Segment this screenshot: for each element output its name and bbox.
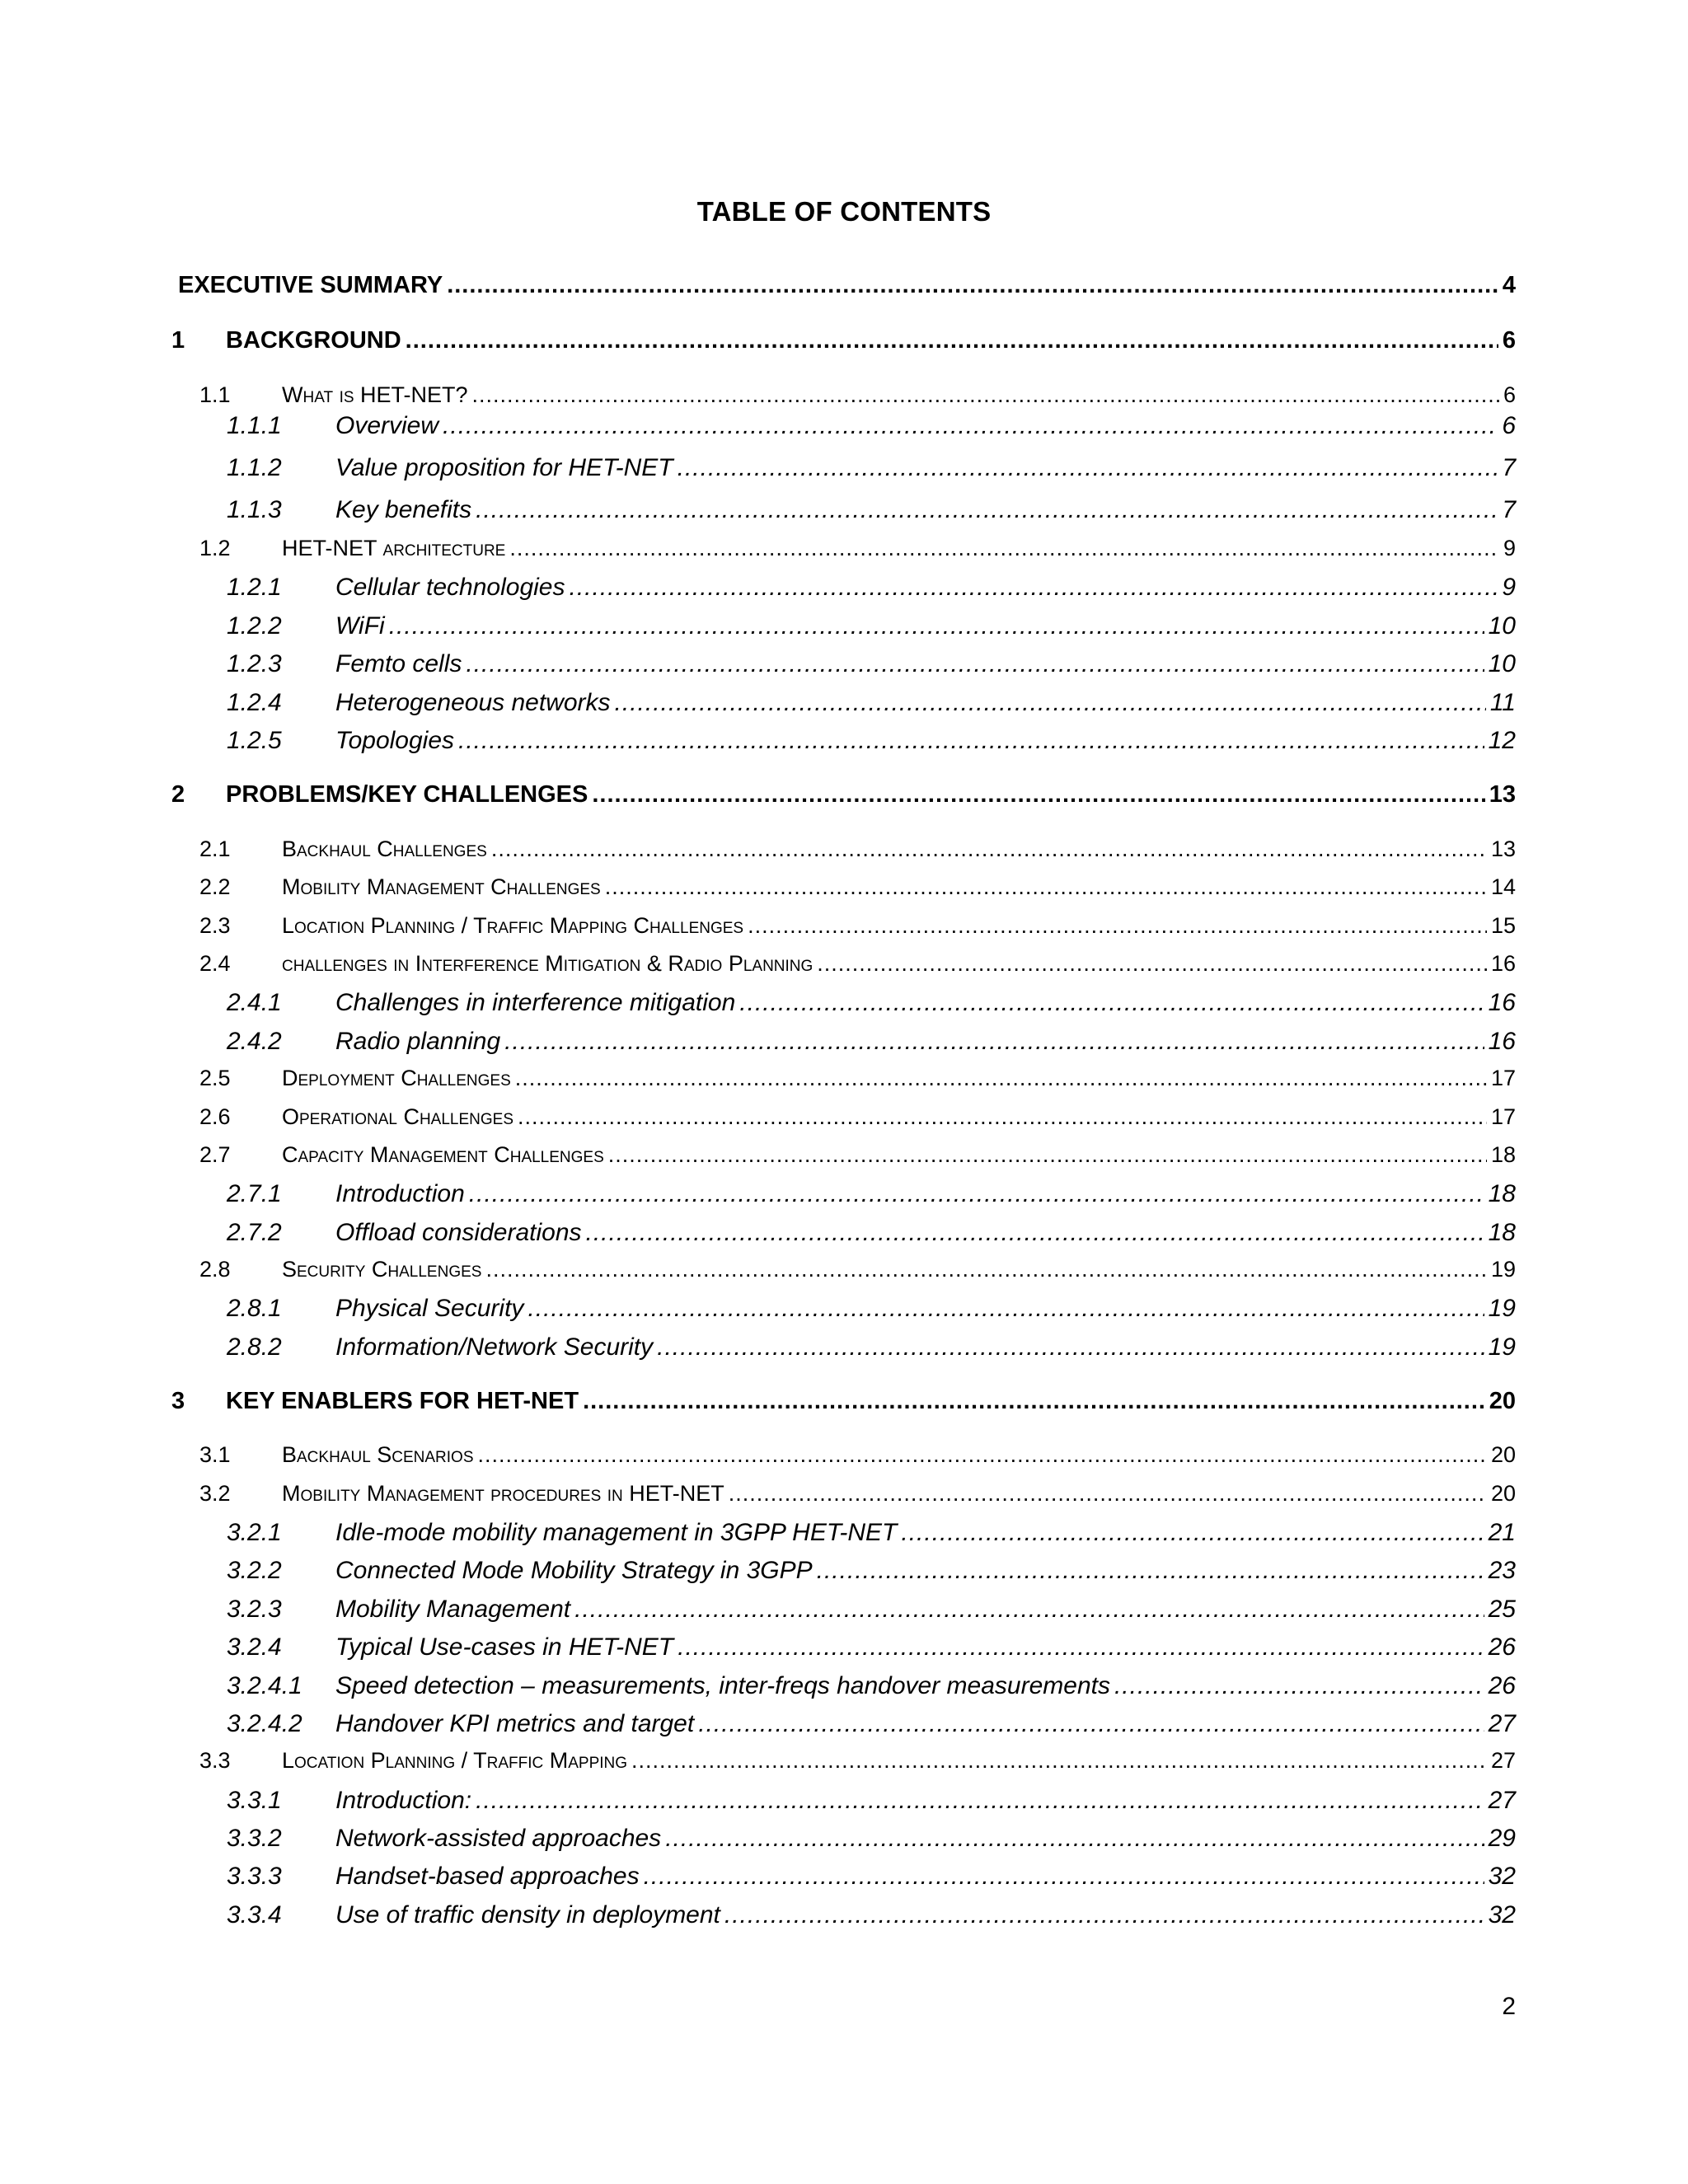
toc-entry-3-3[interactable] — [199, 1748, 1516, 1781]
toc-entry-title: Introduction — [335, 1180, 465, 1207]
toc-entry-page: 25 — [1488, 1596, 1516, 1623]
toc-entry-page: 16 — [1488, 1028, 1516, 1055]
toc-entry-3-2-4[interactable] — [227, 1633, 1516, 1666]
toc-entry-page: 14 — [1490, 874, 1516, 899]
dot-leader — [605, 874, 1487, 900]
dot-leader — [817, 951, 1487, 977]
dot-leader — [443, 412, 1498, 440]
dot-leader — [406, 327, 1498, 354]
toc-entry-page: 7 — [1502, 496, 1516, 523]
toc-entry-3-3-3[interactable] — [227, 1863, 1516, 1896]
toc-entry-title: Typical Use-cases in HET-NET — [335, 1633, 674, 1661]
toc-entry-2-7-2[interactable] — [227, 1219, 1516, 1252]
toc-entry-title: EXECUTIVE SUMMARY — [178, 272, 443, 298]
toc-entry-number: 2.4.2 — [227, 1028, 282, 1055]
toc-entry-title: Offload considerations — [335, 1219, 582, 1246]
toc-entry-2-5[interactable] — [199, 1066, 1516, 1099]
toc-entry-number: 1.2.5 — [227, 727, 282, 754]
toc-entry-page: 6 — [1502, 412, 1516, 439]
toc-entry-page: 7 — [1502, 454, 1516, 481]
toc-entry-page: 20 — [1490, 1442, 1516, 1467]
toc-entry-number: 1.2.3 — [227, 650, 282, 677]
toc-entry-3-3-1[interactable] — [227, 1787, 1516, 1820]
page-number: 2 — [1502, 1993, 1516, 2020]
toc-entry-page: 20 — [1490, 1481, 1516, 1506]
dot-leader — [472, 382, 1499, 408]
toc-entry-3-2-2[interactable] — [227, 1557, 1516, 1590]
dot-leader — [476, 1787, 1484, 1815]
dot-leader — [615, 689, 1486, 717]
toc-entry-number: 1.1.2 — [227, 454, 282, 481]
toc-entry-number: 2.7.2 — [227, 1219, 282, 1246]
toc-entry-page: 19 — [1488, 1295, 1516, 1322]
dot-leader — [491, 837, 1487, 862]
toc-entry-1-2-1[interactable] — [227, 574, 1516, 607]
toc-entry-1-2-5[interactable] — [227, 727, 1516, 760]
toc-entry-number: 2.8.1 — [227, 1295, 282, 1322]
toc-entry-title: Deployment Challenges — [282, 1066, 511, 1090]
toc-entry-title: Mobility Management procedures in HET-NET — [282, 1481, 724, 1506]
dot-leader — [528, 1295, 1484, 1323]
toc-entry-1-2-4[interactable] — [227, 689, 1516, 722]
toc-entry-number: 2 — [171, 781, 185, 808]
toc-entry-1-2-2[interactable] — [227, 612, 1516, 645]
toc-entry-page: 21 — [1488, 1519, 1516, 1546]
toc-entry-page: 20 — [1489, 1388, 1516, 1414]
toc-entry-summary[interactable] — [178, 272, 1516, 305]
dot-leader — [469, 1180, 1484, 1208]
toc-entry-number: 1.1.1 — [227, 412, 282, 439]
dot-leader — [458, 727, 1484, 755]
toc-entry-title: Backhaul Scenarios — [282, 1442, 474, 1467]
toc-entry-page: 29 — [1488, 1825, 1516, 1852]
toc-entry-number: 2.6 — [199, 1104, 231, 1129]
toc-entry-page: 18 — [1490, 1142, 1516, 1167]
toc-entry-title: KEY ENABLERS FOR HET-NET — [226, 1388, 579, 1414]
toc-entry-title: Physical Security — [335, 1295, 524, 1322]
dot-leader — [476, 496, 1498, 524]
toc-entry-number: 2.1 — [199, 837, 231, 861]
toc-entry-page: 32 — [1488, 1863, 1516, 1890]
toc-entry-title: Overview — [335, 412, 439, 439]
toc-entry-page: 10 — [1488, 650, 1516, 677]
toc-entry-number: 1.1 — [199, 382, 231, 407]
dot-leader — [698, 1710, 1484, 1738]
dot-leader — [724, 1901, 1484, 1929]
dot-leader — [574, 1596, 1484, 1624]
toc-entry-page: 13 — [1489, 781, 1516, 808]
dot-leader — [729, 1481, 1487, 1507]
toc-entry-title: Capacity Management Challenges — [282, 1142, 604, 1167]
toc-entry-number: 3.3 — [199, 1748, 231, 1773]
toc-entry-title: Information/Network Security — [335, 1333, 654, 1361]
dot-leader — [447, 272, 1498, 299]
toc-entry-2-8-2[interactable] — [227, 1333, 1516, 1366]
toc-entry-number: 3.2.3 — [227, 1596, 282, 1623]
toc-entry-number: 2.8 — [199, 1257, 231, 1282]
toc-entry-title: Introduction: — [335, 1787, 472, 1814]
toc-entry-number: 3.2 — [199, 1481, 231, 1506]
dot-leader — [739, 989, 1484, 1017]
toc-entry-page: 32 — [1488, 1901, 1516, 1929]
toc-entry-title: WiFi — [335, 612, 385, 640]
toc-entry-2-8-1[interactable] — [227, 1295, 1516, 1328]
toc-entry-number: 3.3.2 — [227, 1825, 282, 1852]
toc-entry-1-2[interactable] — [199, 536, 1516, 569]
toc-entry-page: 4 — [1502, 272, 1516, 298]
toc-entry-3-2-4-2[interactable] — [227, 1710, 1516, 1743]
toc-entry-number: 2.5 — [199, 1066, 231, 1090]
dot-leader — [1114, 1672, 1484, 1700]
dot-leader — [631, 1748, 1487, 1774]
toc-entry-title: Security Challenges — [282, 1257, 482, 1282]
toc-entry-title: Mobility Management — [335, 1596, 571, 1623]
toc-entry-2-8[interactable] — [199, 1257, 1516, 1290]
toc-entry-title: Femto cells — [335, 650, 462, 677]
page-title: TABLE OF CONTENTS — [696, 196, 992, 227]
toc-entry-number: 2.7.1 — [227, 1180, 282, 1207]
toc-entry-3-2[interactable] — [199, 1481, 1516, 1514]
toc-entry-page: 6 — [1503, 382, 1516, 407]
toc-entry-title: Value proposition for HET-NET — [335, 454, 673, 481]
toc-entry-2-2[interactable] — [199, 874, 1516, 907]
dot-leader — [509, 536, 1499, 561]
toc-entry-page: 6 — [1502, 327, 1516, 354]
toc-entry-3-2-1[interactable] — [227, 1519, 1516, 1552]
toc-entry-page: 27 — [1488, 1787, 1516, 1814]
dot-leader — [817, 1557, 1484, 1585]
toc-entry-page: 17 — [1490, 1066, 1516, 1090]
toc-entry-title: Handover KPI metrics and target — [335, 1710, 695, 1737]
toc-entry-number: 2.2 — [199, 874, 231, 899]
toc-entry-title: Connected Mode Mobility Strategy in 3GPP — [335, 1557, 813, 1584]
toc-entry-page: 9 — [1502, 574, 1516, 601]
dot-leader — [583, 1388, 1485, 1415]
toc-entry-2-4-2[interactable] — [227, 1028, 1516, 1061]
toc-entry-page: 16 — [1488, 989, 1516, 1016]
toc-entry-number: 1.2.1 — [227, 574, 282, 601]
toc-entry-title: PROBLEMS/KEY CHALLENGES — [226, 781, 588, 808]
dot-leader — [644, 1863, 1484, 1891]
dot-leader — [485, 1257, 1487, 1282]
toc-entry-title: Radio planning — [335, 1028, 501, 1055]
toc-entry-2-3[interactable] — [199, 913, 1516, 946]
toc-entry-title: Operational Challenges — [282, 1104, 514, 1129]
toc-entry-1-1-3[interactable] — [227, 496, 1516, 529]
toc-entry-1-1-1[interactable] — [227, 412, 1516, 445]
toc-entry-page: 15 — [1490, 913, 1516, 938]
toc-entry-2-4-1[interactable] — [227, 989, 1516, 1022]
toc-entry-page: 16 — [1490, 951, 1516, 976]
toc-entry-title: Handset-based approaches — [335, 1863, 640, 1890]
toc-entry-page: 19 — [1488, 1333, 1516, 1361]
toc-entry-1-1[interactable] — [199, 382, 1516, 415]
dot-leader — [678, 454, 1498, 482]
dot-leader — [478, 1442, 1487, 1468]
dot-leader — [389, 612, 1484, 640]
toc-entry-number: 3.2.4.1 — [227, 1672, 302, 1699]
dot-leader — [504, 1028, 1484, 1056]
toc-entry-number: 3.2.4.2 — [227, 1710, 302, 1737]
toc-entry-title: Heterogeneous networks — [335, 689, 611, 716]
dot-leader — [678, 1633, 1484, 1661]
toc-entry-number: 1 — [171, 327, 185, 354]
toc-entry-title: Challenges in interference mitigation — [335, 989, 736, 1016]
dot-leader — [901, 1519, 1484, 1547]
dot-leader — [592, 781, 1484, 808]
toc-entry-page: 23 — [1488, 1557, 1516, 1584]
toc-entry-1[interactable] — [171, 327, 1516, 360]
toc-entry-number: 2.3 — [199, 913, 231, 938]
toc-entry-title: Location Planning / Traffic Mapping — [282, 1748, 628, 1773]
toc-entry-3-3-4[interactable] — [227, 1901, 1516, 1934]
toc-entry-3-3-2[interactable] — [227, 1825, 1516, 1858]
toc-entry-number: 3.2.2 — [227, 1557, 282, 1584]
toc-entry-number: 3 — [171, 1388, 185, 1414]
toc-entry-number: 3.3.3 — [227, 1863, 282, 1890]
toc-entry-number: 1.2 — [199, 536, 231, 560]
toc-entry-page: 10 — [1488, 612, 1516, 640]
toc-entry-3[interactable] — [171, 1388, 1516, 1421]
toc-entry-number: 1.1.3 — [227, 496, 282, 523]
dot-leader — [515, 1066, 1487, 1091]
toc-entry-number: 3.2.1 — [227, 1519, 282, 1546]
dot-leader — [570, 574, 1498, 602]
toc-entry-title: Speed detection – measurements, inter-freqs handover measurements — [335, 1672, 1110, 1699]
toc-entry-2-7-1[interactable] — [227, 1180, 1516, 1213]
toc-entry-number: 3.2.4 — [227, 1633, 282, 1661]
toc-entry-title: Mobility Management Challenges — [282, 874, 601, 899]
toc-entry-title: challenges in Interference Mitigation & Radio Planning — [282, 951, 814, 976]
toc-entry-title: Cellular technologies — [335, 574, 565, 601]
toc-entry-page: 17 — [1490, 1104, 1516, 1129]
toc-entry-title: BACKGROUND — [226, 327, 401, 354]
toc-entry-2-7[interactable] — [199, 1142, 1516, 1175]
toc-entry-title: Topologies — [335, 727, 455, 754]
toc-entry-page: 26 — [1488, 1672, 1516, 1699]
toc-entry-number: 3.3.4 — [227, 1901, 282, 1929]
toc-entry-number: 2.8.2 — [227, 1333, 282, 1361]
toc-entry-page: 18 — [1488, 1219, 1516, 1246]
toc-entry-1-2-3[interactable] — [227, 650, 1516, 683]
dot-leader — [586, 1219, 1484, 1247]
toc-entry-page: 27 — [1490, 1748, 1516, 1773]
toc-entry-2-4[interactable] — [199, 951, 1516, 984]
toc-entry-number: 2.4 — [199, 951, 231, 976]
toc-entry-2-1[interactable] — [199, 837, 1516, 869]
toc-entry-3-2-3[interactable] — [227, 1596, 1516, 1629]
dot-leader — [748, 913, 1487, 939]
toc-entry-title: Idle-mode mobility management in 3GPP HET-NET — [335, 1519, 898, 1546]
toc-entry-title: Backhaul Challenges — [282, 837, 487, 861]
toc-entry-page: 26 — [1488, 1633, 1516, 1661]
dot-leader — [657, 1333, 1484, 1361]
toc-entry-title: Key benefits — [335, 496, 472, 523]
toc-entry-number: 2.4.1 — [227, 989, 282, 1016]
toc-entry-number: 1.2.2 — [227, 612, 282, 640]
toc-entry-page: 11 — [1489, 689, 1516, 716]
dot-leader — [518, 1104, 1487, 1130]
toc-entry-page: 12 — [1488, 727, 1516, 754]
toc-entry-page: 18 — [1488, 1180, 1516, 1207]
toc-entry-title: What is HET-NET? — [282, 382, 468, 407]
toc-entry-2[interactable] — [171, 781, 1516, 814]
toc-entry-title: Network-assisted approaches — [335, 1825, 662, 1852]
toc-entry-title: Use of traffic density in deployment — [335, 1901, 720, 1929]
dot-leader — [665, 1825, 1484, 1853]
toc-entry-1-1-2[interactable] — [227, 454, 1516, 487]
toc-entry-number: 1.2.4 — [227, 689, 282, 716]
toc-entry-3-1[interactable] — [199, 1442, 1516, 1475]
toc-entry-3-2-4-1[interactable] — [227, 1672, 1516, 1705]
toc-entry-number: 3.3.1 — [227, 1787, 282, 1814]
dot-leader — [466, 650, 1484, 678]
toc-entry-number: 2.7 — [199, 1142, 231, 1167]
toc-entry-page: 9 — [1503, 536, 1516, 560]
toc-entry-page: 27 — [1488, 1710, 1516, 1737]
toc-entry-page: 13 — [1490, 837, 1516, 861]
toc-entry-number: 3.1 — [199, 1442, 231, 1467]
toc-entry-title: HET-NET architecture — [282, 536, 506, 560]
dot-leader — [608, 1142, 1487, 1168]
toc-entry-page: 19 — [1490, 1257, 1516, 1282]
toc-entry-title: Location Planning / Traffic Mapping Challenges — [282, 913, 744, 938]
toc-entry-2-6[interactable] — [199, 1104, 1516, 1137]
